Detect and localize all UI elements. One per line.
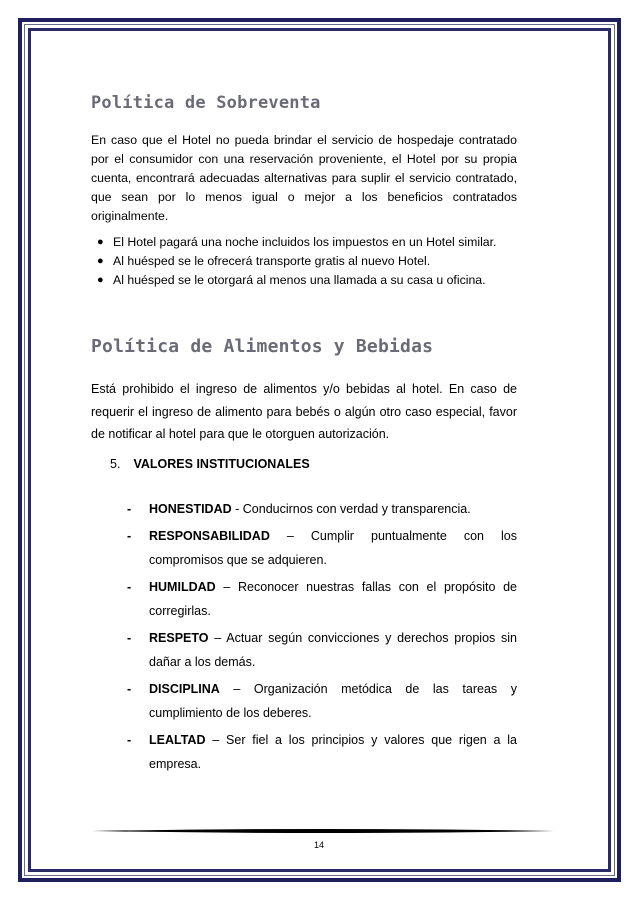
value-separator: –: [215, 580, 239, 594]
dash-marker: -: [127, 733, 132, 747]
value-separator: –: [208, 631, 227, 645]
list-item-text: Al huésped se le ofrecerá transporte gratis al nuevo Hotel.: [113, 254, 431, 268]
value-term: HUMILDAD: [149, 580, 216, 594]
value-term: RESPONSABILIDAD: [149, 529, 270, 543]
list-item: [91, 271, 517, 290]
page-number: 14: [313, 840, 324, 850]
value-item-humildad: [125, 575, 517, 623]
value-text: Actuar según convicciones y derechos propios sin dañar a los demás.: [149, 631, 517, 669]
value-separator: –: [219, 682, 254, 696]
heading-valores: [110, 457, 310, 471]
value-separator: –: [269, 529, 311, 543]
bullet-icon: ●: [97, 236, 104, 248]
footer-divider: [92, 828, 554, 834]
bullet-list-sobreventa: [91, 233, 517, 290]
paragraph-alimentos: Está prohibido el ingreso de alimentos y/o bebidas al hotel. En caso de requerir el ingreso de alimento para bebés o algún otro caso especial, favor de notificar al hotel para que le otorguen autorización.: [91, 382, 517, 441]
dash-marker: -: [127, 631, 132, 645]
value-text: Conducirnos con verdad y transparencia.: [242, 502, 471, 516]
values-list: [125, 497, 517, 779]
dash-marker: -: [127, 580, 132, 594]
value-item-respeto: [125, 626, 517, 674]
value-item-responsabilidad: [125, 524, 517, 572]
value-term: RESPETO: [149, 631, 209, 645]
value-text: Organización metódica de las tareas y cumplimiento de los deberes.: [149, 682, 517, 720]
list-item: [91, 233, 517, 252]
dash-marker: -: [127, 502, 132, 516]
heading-sobreventa: Política de Sobreventa: [91, 93, 321, 113]
bullet-icon: ●: [97, 255, 104, 267]
list-item-text: Al huésped se le otorgará al menos una llamada a su casa u oficina.: [113, 273, 486, 287]
list-item: [91, 252, 517, 271]
section-title: VALORES INSTITUCIONALES: [133, 457, 310, 471]
list-item-text: El Hotel pagará una noche incluidos los impuestos en un Hotel similar.: [113, 235, 497, 249]
value-text: Ser fiel a los principios y valores que rigen a la empresa.: [149, 733, 517, 771]
value-text: Cumplir puntualmente con los compromisos que se adquieren.: [149, 529, 517, 567]
value-term: HONESTIDAD: [149, 502, 232, 516]
value-item-honestidad: [125, 497, 517, 521]
value-term: LEALTAD: [149, 733, 206, 747]
paragraph-sobreventa: En caso que el Hotel no pueda brindar el servicio de hospedaje contratado por el consumidor con una reservación proveniente, el Hotel por su propia cuenta, encontrará adecuadas alternativas para suplir el servicio contratado, que sean por lo menos igual o mejor a los beneficios contratados originalmente.: [91, 133, 517, 223]
bullet-icon: ●: [97, 274, 104, 286]
section-number: 5.: [110, 457, 121, 471]
value-separator: -: [231, 502, 243, 516]
value-item-disciplina: [125, 677, 517, 725]
value-text: Reconocer nuestras fallas con el propósito de corregirlas.: [149, 580, 517, 618]
value-item-lealtad: [125, 728, 517, 776]
heading-alimentos: Política de Alimentos y Bebidas: [91, 336, 434, 357]
dash-marker: -: [127, 529, 132, 543]
value-term: DISCIPLINA: [149, 682, 220, 696]
dash-marker: -: [127, 682, 132, 696]
value-separator: –: [205, 733, 227, 747]
